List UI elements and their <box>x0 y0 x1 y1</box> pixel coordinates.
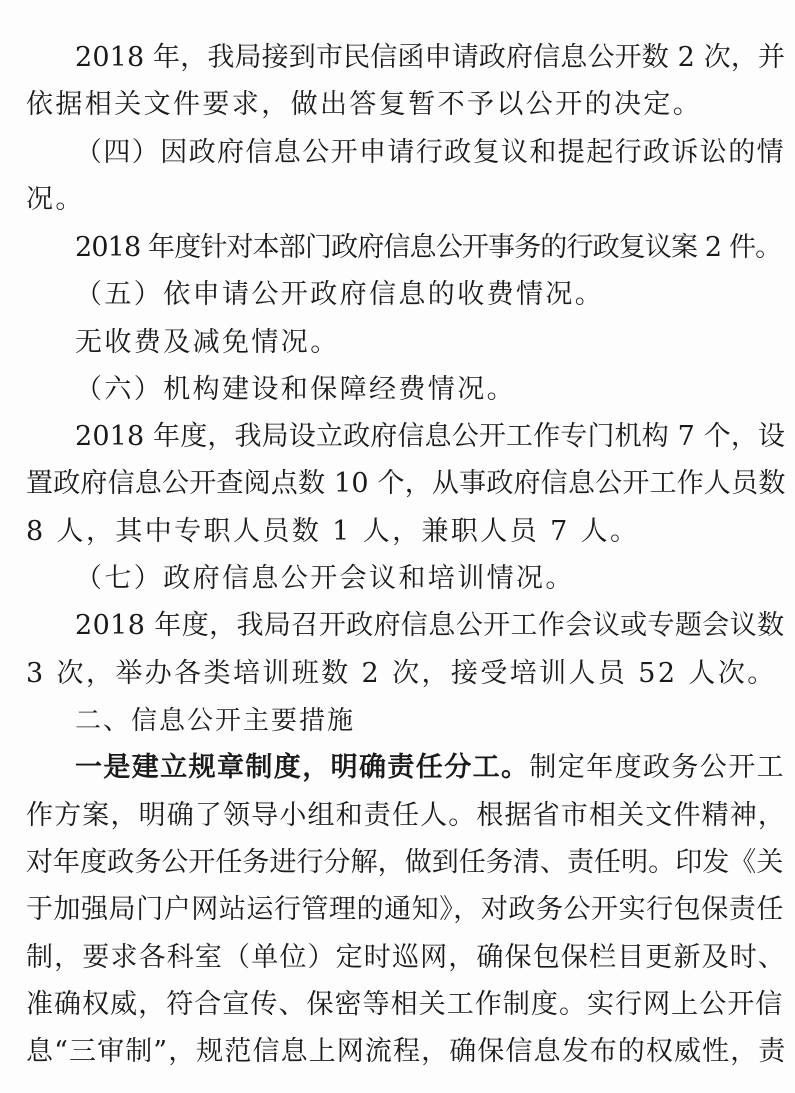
paragraph-line-7: 息“三审制”，规范信息上网流程，确保信息发布的权威性，责 <box>26 1036 787 1067</box>
section-heading-4: （四）因政府信息公开申请行政复议和提起行政诉讼的情 <box>75 137 785 168</box>
section-heading-7: （七）政府信息公开会议和培训情况。 <box>75 563 575 594</box>
section-heading-5: （五）依申请公开政府信息的收费情况。 <box>75 279 605 310</box>
text-line-3: 况。 <box>26 184 85 215</box>
text-line-5: 无收费及减免情况。 <box>75 327 340 358</box>
text-line-1: 2018 年，我局接到市民信函申请政府信息公开数 2 次，并 <box>75 42 786 73</box>
section-heading-6: （六）机构建设和保障经费情况。 <box>75 374 516 405</box>
paragraph-line-5: 制，要求各科室（单位）定时巡网，确保包保栏目更新及时、 <box>26 942 787 973</box>
text-line-9: 2018 年度，我局召开政府信息公开工作会议或专题会议数 <box>75 610 785 641</box>
paragraph-line-2: 作方案，明确了领导小组和责任人。根据省市相关文件精神， <box>26 800 787 831</box>
paragraph-line-6: 准确权威，符合宣传、保密等相关工作制度。实行网上公开信 <box>26 989 784 1020</box>
paragraph-line-3: 对年度政务公开任务进行分解，做到任务清、责任明。印发《关 <box>26 847 784 878</box>
lead-continuation-text: 制定年度政务公开工 <box>529 752 786 783</box>
text-line-2: 依据相关文件要求，做出答复暂不予以公开的决定。 <box>26 89 703 120</box>
paragraph-line-1 <box>75 751 785 785</box>
text-line-7: 置政府信息公开查阅点数 10 个，从事政府信息公开工作人员数 <box>26 468 786 499</box>
text-line-4: 2018 年度针对本部门政府信息公开事务的行政复议案 2 件。 <box>75 232 782 263</box>
bold-lead-text: 一是建立规章制度，明确责任分工。 <box>75 752 530 783</box>
section-title-measures: 二、信息公开主要措施 <box>75 706 356 736</box>
text-line-6: 2018 年度，我局设立政府信息公开工作专门机构 7 个，设 <box>75 421 786 452</box>
text-line-10: 3 次，举办各类培训班数 2 次，接受培训人员 52 人次。 <box>26 658 777 689</box>
text-line-8: 8 人，其中专职人员数 1 人，兼职人员 7 人。 <box>26 516 640 547</box>
paragraph-line-4: 于加强局门户网站运行管理的通知》，对政务公开实行包保责任 <box>26 894 784 925</box>
